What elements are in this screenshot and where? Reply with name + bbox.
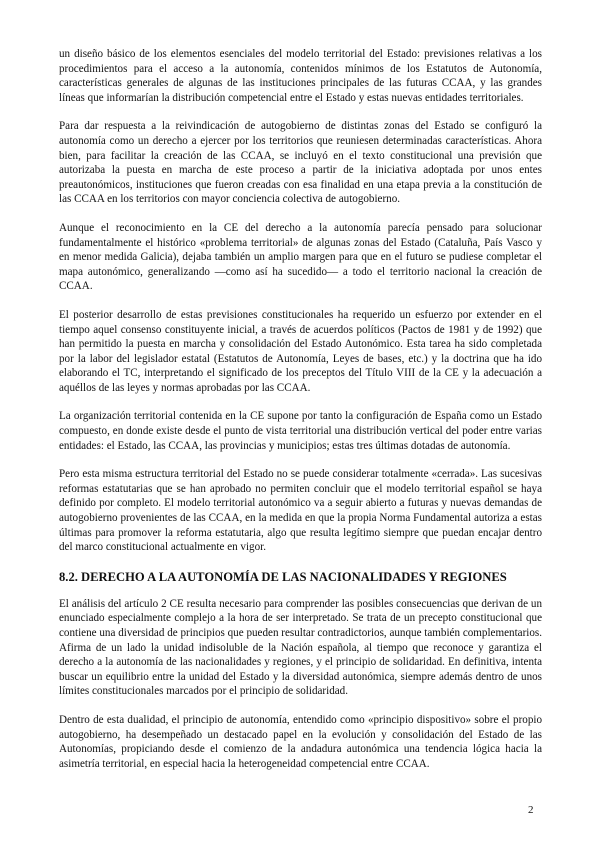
body-paragraph: Para dar respuesta a la reivindicación de autogobierno de distintas zonas del Estado se configuró la autonomía como un derecho a ejercer por los territorios que reuniesen determinadas características. Ahora bien, para facilitar la creación de las CCAA, se incluyó en el texto constitucional una previsión que autorizaba la puesta en marcha de este proceso a partir de la iniciativa adoptada por unos entes preautonómicos, instituciones que fueron creadas con esa finalidad en una etapa previa a la constitución de las CCAA en los territorios con mayor conciencia colectiva de autogobierno. bbox=[59, 120, 542, 206]
body-paragraph: El posterior desarrollo de estas previsiones constitucionales ha requerido un esfuerzo por extender en el tiempo aquel consenso constituyente inicial, a través de acuerdos políticos (Pactos de 1981 y de 1992) que han permitido la puesta en marcha y consolidación del Estado Autonómico. Esta tarea ha sido completada por la labor del legislador estatal (Estatutos de Autonomía, Leyes de bases, etc.) y la doctrina que ha ido elaborando el TC, interpretando el significado de los preceptos del Título VIII de la CE y la adecuación a aquéllos de las leyes y normas aprobadas por las CCAA. bbox=[59, 308, 542, 394]
section-heading: 8.2. DERECHO A LA AUTONOMÍA DE LAS NACIONALIDADES Y REGIONES bbox=[59, 569, 507, 584]
page-number: 2 bbox=[528, 804, 534, 816]
body-paragraph: Aunque el reconocimiento en la CE del derecho a la autonomía parecía pensado para solucionar fundamentalmente el histórico «problema territorial» de algunas zonas del Estado (Cataluña, País Vasco y en menor medida Galicia), dejaba también un amplio margen para que en el futuro se pudiese completar el mapa autonómico, generalizando —como así ha sucedido— a todo el territorio nacional la creación de CCAA. bbox=[59, 221, 542, 293]
body-paragraph: El análisis del artículo 2 CE resulta necesario para comprender las posibles consecuencias que derivan de un enunciado especialmente complejo a la hora de ser interpretado. Se trata de un precepto constitucional que contiene una diversidad de principios que pueden resultar contradictorios, aunque también complementarios. Afirma de un lado la unidad indisoluble de la Nación española, al tiempo que reconoce y garantiza el derecho a la autonomía de las nacionalidades y regiones, y el principio de solidaridad. En definitiva, intenta buscar un equilibrio entre la unidad del Estado y la diversidad autonómica, siempre además dentro de unos límites constitucionales marcados por el principio de solidaridad. bbox=[59, 597, 542, 698]
body-paragraph: Dentro de esta dualidad, el principio de autonomía, entendido como «principio dispositivo» sobre el propio autogobierno, ha desempeñado un destacado papel en la evolución y consolidación del Estado de las Autonomías, propiciando desde el comienzo de la andadura autonómica una tendencia lógica hacia la asimetría territorial, en especial hacia la heterogeneidad competencial entre CCAA. bbox=[59, 713, 542, 770]
body-paragraph: un diseño básico de los elementos esenciales del modelo territorial del Estado: previsiones relativas a los procedimientos para el acceso a la autonomía, contenidos mínimos de los Estatutos de Autonomía, características generales de algunas de las instituciones principales de las futuras CCAA, y las grandes líneas que informarían la distribución competencial entre el Estado y estas nuevas entidades territoriales. bbox=[59, 48, 542, 104]
body-paragraph: La organización territorial contenida en la CE supone por tanto la configuración de España como un Estado compuesto, en donde existe desde el punto de vista territorial una distribución vertical del poder entre varias entidades: el Estado, las CCAA, las provincias y municipios; estas tres últimas dotadas de autonomía. bbox=[59, 410, 542, 452]
body-paragraph: Pero esta misma estructura territorial del Estado no se puede considerar totalmente «cerrada». Las sucesivas reformas estatutarias que se han aprobado no permiten concluir que el modelo territorial español se haya definido por completo. El modelo territorial autonómico va a seguir abierto a futuras y nuevas demandas de autogobierno provenientes de las CCAA, en la medida en que la propia Norma Fundamental autoriza a estas últimas para promover la reforma estatutaria, algo que resulta legítimo siempre que puedan encajar dentro del marco constitucional actualmente en vigor. bbox=[59, 468, 542, 554]
